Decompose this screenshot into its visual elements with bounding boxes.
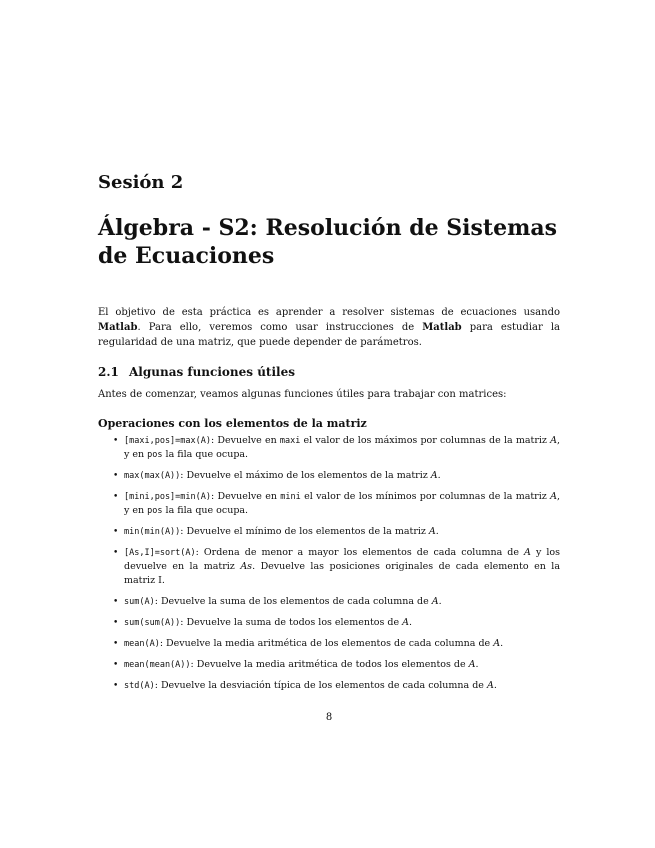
function-code: min(min(A)) — [124, 527, 181, 537]
list-item: • min(min(A)): Devuelve el mínimo de los elementos de la matriz A. — [113, 526, 439, 537]
section-number: 2.1 — [98, 365, 119, 379]
list-item: • sum(sum(A)): Devuelve la suma de todos los elementos de A. — [113, 617, 413, 628]
function-code: [mini,pos]=min(A) — [124, 492, 211, 502]
page-number: 8 — [325, 712, 333, 723]
function-list — [98, 434, 560, 700]
document-page — [98, 0, 560, 848]
section-title: Algunas funciones útiles — [129, 365, 295, 379]
list-item: • mean(A): Devuelve la media aritmética de los elementos de cada columna de A. — [113, 638, 504, 649]
chapter-label: Sesión 2 — [98, 172, 184, 193]
function-code: mean(A) — [124, 639, 160, 649]
matlab-term: Matlab — [98, 322, 138, 333]
bullet-icon: • — [113, 471, 119, 481]
function-code: mean(mean(A)) — [124, 660, 191, 670]
subsection-heading: Operaciones con los elementos de la matriz — [98, 417, 367, 430]
list-item: • max(max(A)): Devuelve el máximo de los elementos de la matriz A. — [113, 470, 441, 481]
chapter-title: Álgebra - S2: Resolución de Sistemas de Ecuaciones — [98, 215, 557, 269]
function-code: sum(A) — [124, 597, 155, 607]
list-item: • [maxi,pos]=max(A): Devuelve en maxi el valor de los máximos por columnas de la matriz A, y en pos la fila que ocupa. — [113, 435, 560, 460]
list-item: • [As,I]=sort(A): Ordena de menor a mayor los elementos de cada columna de A y los devuelve en la matriz As. Devuelve las posiciones originales de cada elemento en la matriz I. — [113, 547, 560, 586]
list-item: • [mini,pos]=min(A): Devuelve en mini el valor de los mínimos por columnas de la matriz A, y en pos la fila que ocupa. — [113, 491, 560, 516]
bullet-icon: • — [113, 548, 119, 558]
matlab-term: Matlab — [422, 322, 462, 333]
bullet-icon: • — [113, 436, 119, 446]
list-item: • mean(mean(A)): Devuelve la media aritmética de todos los elementos de A. — [113, 659, 479, 670]
function-code: [As,I]=sort(A) — [124, 548, 196, 558]
function-code: max(max(A)) — [124, 471, 181, 481]
function-code: [maxi,pos]=max(A) — [124, 436, 211, 446]
function-code: sum(sum(A)) — [124, 618, 181, 628]
intro-paragraph: El objetivo de esta práctica es aprender a resolver sistemas de ecuaciones usando Matlab. Para ello, veremos como usar instrucciones de Matlab para estudiar la regularidad de una matriz, que puede depender de parámetros. — [98, 307, 560, 348]
list-item: • std(A): Devuelve la desviación típica de los elementos de cada columna de A. — [113, 680, 497, 691]
bullet-icon: • — [113, 639, 119, 649]
bullet-icon: • — [113, 527, 119, 537]
bullet-icon: • — [113, 492, 119, 502]
section-intro: Antes de comenzar, veamos algunas funciones útiles para trabajar con matrices: — [98, 389, 507, 400]
bullet-icon: • — [113, 660, 119, 670]
section-heading — [98, 365, 295, 379]
bullet-icon: • — [113, 618, 119, 628]
bullet-icon: • — [113, 681, 119, 691]
list-item: • sum(A): Devuelve la suma de los elementos de cada columna de A. — [113, 596, 442, 607]
bullet-icon: • — [113, 597, 119, 607]
function-code: std(A) — [124, 681, 155, 691]
